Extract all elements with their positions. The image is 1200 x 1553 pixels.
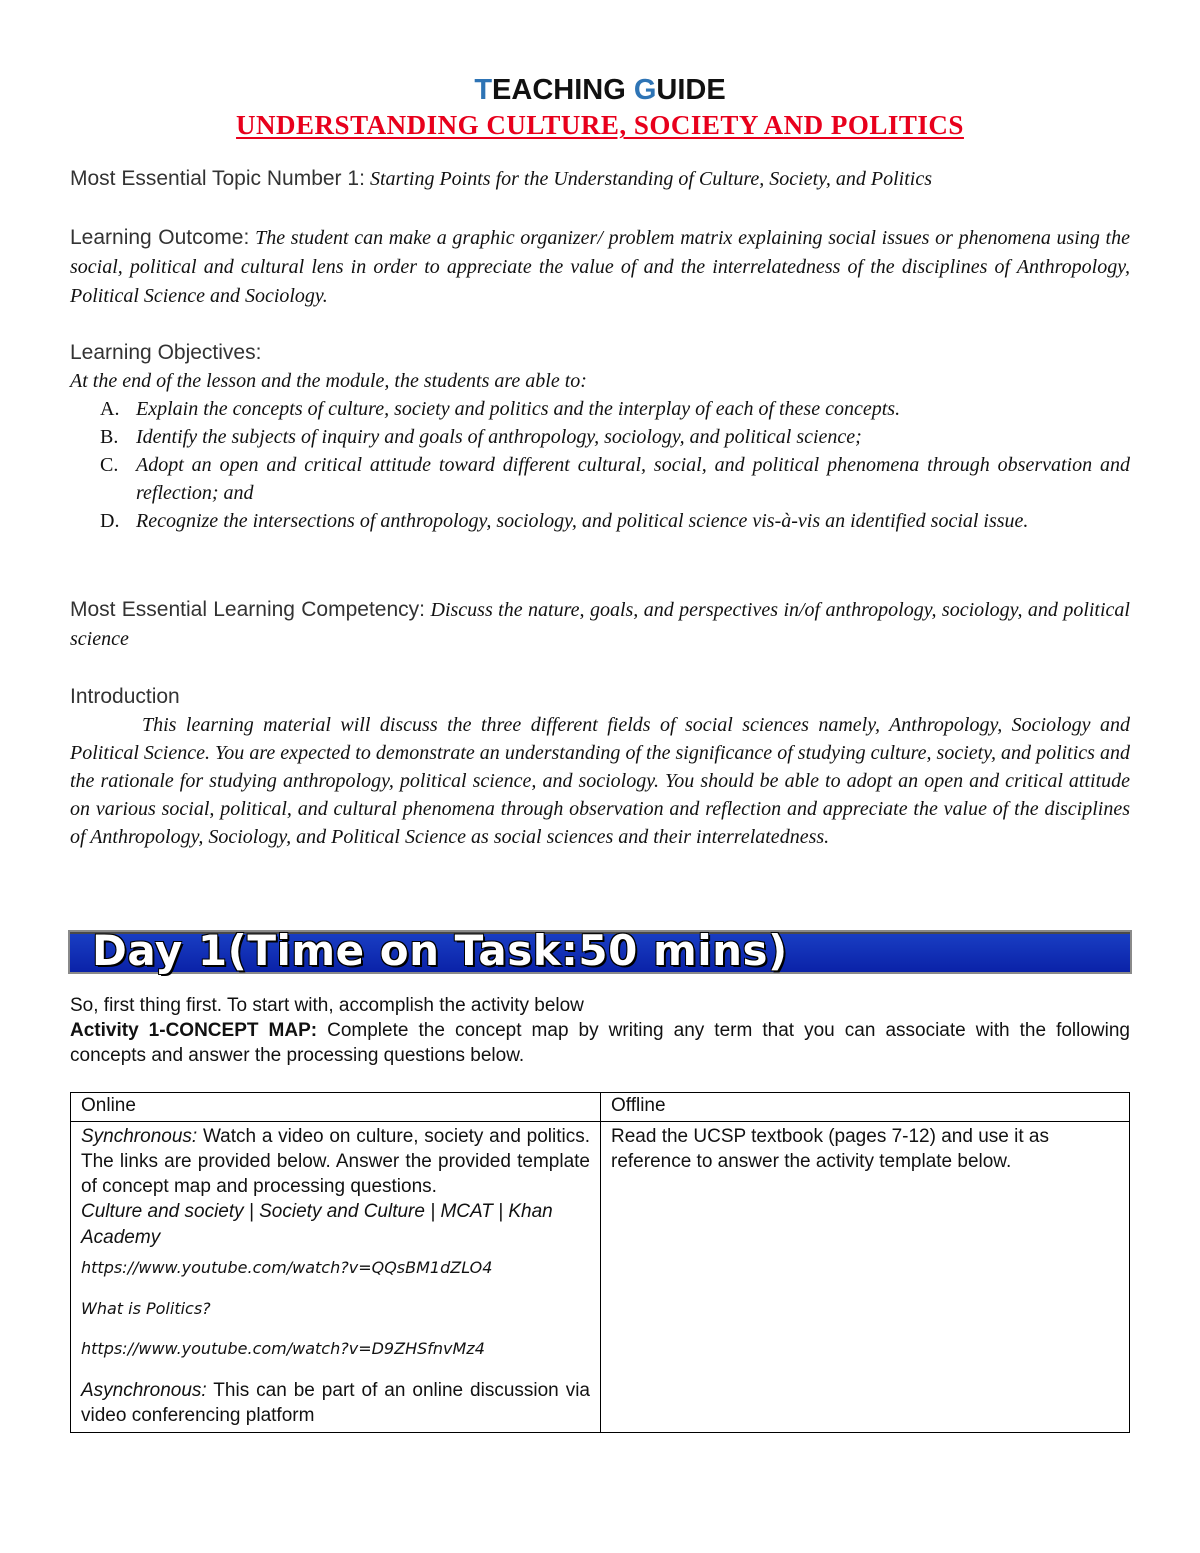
objectives-list <box>70 395 1130 535</box>
day-banner <box>68 926 1132 975</box>
page-title <box>0 74 1200 107</box>
activity-instructions <box>70 1018 1130 1068</box>
activity-text: Complete the concept map by writing any term that you can associate with the following concepts and answer the processing questions below. <box>70 1020 1130 1066</box>
objective-text: Recognize the intersections of anthropology, sociology, and political science vis-à-vis an identified social issue. <box>136 510 1029 532</box>
header-offline: Offline <box>601 1093 1130 1122</box>
asynchronous-body: This can be part of an online discussion via video conferencing platform <box>81 1380 590 1426</box>
link-1-url[interactable]: https://www.youtube.com/watch?v=QQsBM1dZLO4 <box>81 1258 493 1277</box>
topic-label: Most Essential Topic Number 1: <box>70 167 365 190</box>
title-rest-1: EACHING <box>492 74 634 106</box>
link-2-url[interactable]: https://www.youtube.com/watch?v=D9ZHSfnvMz4 <box>81 1339 485 1358</box>
objective-marker: A. <box>100 398 120 420</box>
link-2-title: What is Politics? <box>81 1299 211 1318</box>
competency-section <box>70 595 1130 654</box>
objective-marker: D. <box>100 510 120 532</box>
introduction-section <box>70 682 1130 851</box>
asynchronous-text <box>81 1378 590 1428</box>
offline-cell <box>601 1122 1130 1433</box>
objective-item <box>100 395 1130 423</box>
objectives-section <box>70 338 1130 535</box>
modality-table <box>70 1092 1130 1433</box>
outcome-label: Learning Outcome: <box>70 226 250 249</box>
outcome-value: The student can make a graphic organizer/ problem matrix explaining social issues or phenomena using the social, political and cultural lens in order to appreciate the value of and the interrelatedness of the disciplines of Anthropology, Political Science and Sociology. <box>70 227 1130 307</box>
objective-marker: C. <box>100 454 119 476</box>
topic-section <box>70 164 1130 194</box>
activity-title: Activity 1-CONCEPT MAP: <box>70 1020 318 1041</box>
link-1-title: Culture and society | Society and Culture | MCAT | Khan Academy <box>81 1201 553 1248</box>
competency-value: Discuss the nature, goals, and perspectives in/of anthropology, sociology, and political science <box>70 599 1130 650</box>
objective-item <box>100 451 1130 507</box>
day-banner-label: Day 1(Time on Task:50 mins) <box>92 926 788 975</box>
objective-item <box>100 507 1130 535</box>
asynchronous-label: Asynchronous: <box>81 1380 207 1401</box>
table-row <box>71 1122 1130 1433</box>
objective-text: Identify the subjects of inquiry and goals of anthropology, sociology, and political science; <box>136 426 862 448</box>
outcome-section <box>70 223 1130 311</box>
objective-text: Explain the concepts of culture, society and politics and the interplay of each of these concepts. <box>136 398 901 420</box>
objective-item <box>100 423 1130 451</box>
activity-section <box>70 993 1130 1068</box>
introduction-label: Introduction <box>70 685 180 708</box>
offline-text: Read the UCSP textbook (pages 7-12) and use it as reference to answer the activity template below. <box>611 1126 1049 1172</box>
objectives-label: Learning Objectives: <box>70 341 262 364</box>
online-cell <box>71 1122 601 1433</box>
activity-lead: So, first thing first. To start with, accomplish the activity below <box>70 995 584 1016</box>
synchronous-body: Watch a video on culture, society and politics. The links are provided below. Answer the provided template of concept map and processing questions. <box>81 1126 590 1197</box>
synchronous-text <box>81 1124 590 1199</box>
title-cap-t: T <box>474 74 493 106</box>
topic-value: Starting Points for the Understanding of Culture, Society, and Politics <box>370 168 933 190</box>
title-rest-2: UIDE <box>656 74 726 106</box>
introduction-text: This learning material will discuss the three different fields of social sciences namely, Anthropology, Sociology and Political Science. You are expected to demonstrate an understanding of the significance of studying culture, society, and politics and the rationale for studying anthropology, political science, and sociology. You should be able to adopt an open and critical attitude on various social, political, and cultural phenomena through observation and reflection and appreciate the value of the disciplines of Anthropology, Sociology, and Political Science as social sciences and their interrelatedness. <box>70 714 1130 848</box>
objective-text: Adopt an open and critical attitude toward different cultural, social, and political phenomena through observation and reflection; and <box>136 454 1130 504</box>
table-header-row <box>71 1093 1130 1122</box>
competency-label: Most Essential Learning Competency: <box>70 598 425 621</box>
title-cap-g: G <box>633 74 657 106</box>
objectives-intro: At the end of the lesson and the module, the students are able to: <box>70 370 587 392</box>
objective-marker: B. <box>100 426 119 448</box>
page-subtitle: UNDERSTANDING CULTURE, SOCIETY AND POLITICS <box>236 110 964 140</box>
header-online: Online <box>71 1093 601 1122</box>
synchronous-label: Synchronous: <box>81 1126 198 1147</box>
